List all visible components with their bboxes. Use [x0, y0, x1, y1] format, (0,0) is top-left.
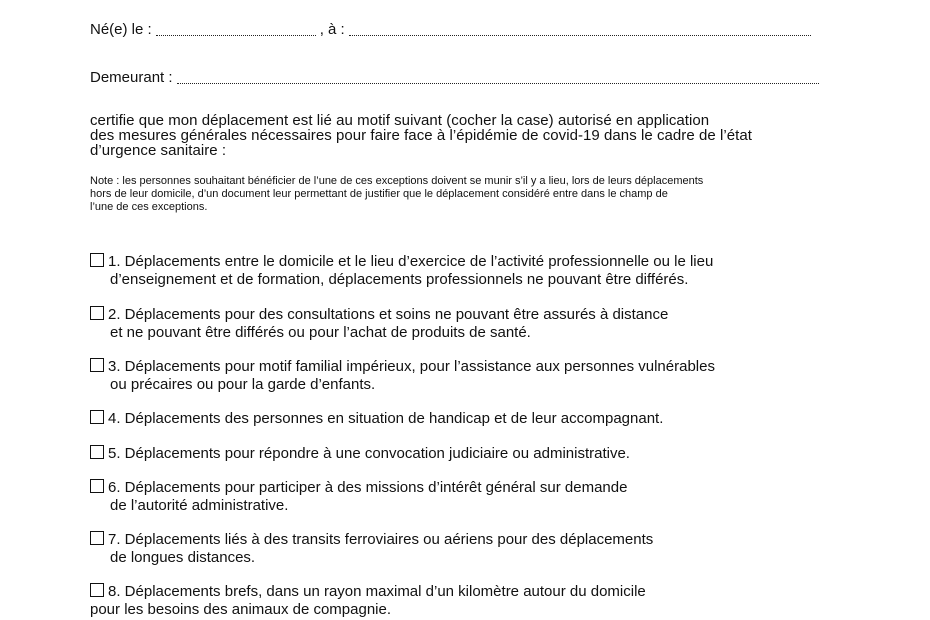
reason-text-continued: et ne pouvant être différés ou pour l’achat de produits de santé.: [110, 324, 531, 341]
reason-text: 8. Déplacements brefs, dans un rayon maximal d’un kilomètre autour du domicile: [108, 583, 646, 600]
reason-text-continued: ou précaires ou pour la garde d’enfants.: [110, 376, 376, 393]
reason-text: 1. Déplacements entre le domicile et le lieu d’exercice de l’activité professionnelle ou le lieu: [108, 253, 714, 270]
reason-text: 4. Déplacements des personnes en situation de handicap et de leur accompagnant.: [108, 410, 664, 427]
residence-label: Demeurant :: [90, 69, 173, 86]
reason-checkbox-6[interactable]: [90, 479, 104, 493]
reason-checkbox-7[interactable]: [90, 531, 104, 545]
reason-checkbox-4[interactable]: [90, 410, 104, 424]
certification-line: certifie que mon déplacement est lié au motif suivant (cocher la case) autorisé en application: [90, 112, 710, 129]
birth-date-field[interactable]: [156, 23, 316, 36]
reason-text-continued: d’enseignement et de formation, déplacements professionnels ne pouvant être différés.: [110, 271, 689, 288]
reason-text-continued: de l’autorité administrative.: [110, 497, 289, 514]
reason-text: 5. Déplacements pour répondre à une convocation judiciaire ou administrative.: [108, 445, 630, 462]
certification-paragraph: [90, 113, 850, 158]
reason-text: 7. Déplacements liés à des transits ferroviaires ou aériens pour des déplacements: [108, 531, 654, 548]
note-line: Note : les personnes souhaitant bénéficier de l’une de ces exceptions doivent se munir s’il y a lieu, lors de leurs déplacements: [90, 175, 704, 187]
reason-option-6: [90, 479, 850, 515]
birth-place-field[interactable]: [349, 23, 811, 36]
reason-option-5: [90, 445, 850, 463]
reason-checkbox-8[interactable]: [90, 583, 104, 597]
reason-checkbox-5[interactable]: [90, 445, 104, 459]
reason-text-continued: pour les besoins des animaux de compagnie.: [90, 601, 392, 618]
reason-text: 2. Déplacements pour des consultations et soins ne pouvant être assurés à distance: [108, 306, 669, 323]
residence-row: [90, 69, 823, 87]
birth-place-label: , à :: [319, 21, 345, 38]
note-paragraph: [90, 175, 850, 214]
certification-line: des mesures générales nécessaires pour faire face à l’épidémie de covid-19 dans le cadre de l’état: [90, 127, 752, 144]
reason-text: 3. Déplacements pour motif familial impérieux, pour l’assistance aux personnes vulnérables: [108, 358, 715, 375]
birth-date-label: Né(e) le :: [90, 21, 152, 38]
reason-text-continued: de longues distances.: [110, 549, 256, 566]
reason-option-2: [90, 306, 850, 342]
reason-option-1: [90, 253, 850, 289]
reason-option-8: [90, 583, 850, 619]
certification-line: d’urgence sanitaire :: [90, 142, 227, 159]
reason-checkbox-2[interactable]: [90, 306, 104, 320]
note-line: l’une de ces exceptions.: [90, 201, 208, 213]
residence-field[interactable]: [177, 71, 819, 84]
reason-checkbox-3[interactable]: [90, 358, 104, 372]
reason-option-4: [90, 410, 850, 428]
reason-text: 6. Déplacements pour participer à des missions d’intérêt général sur demande: [108, 479, 628, 496]
reason-checkbox-1[interactable]: [90, 253, 104, 267]
note-line: hors de leur domicile, d’un document leur permettant de justifier que le déplacement considéré entre dans le champ de: [90, 188, 668, 200]
birth-row: [90, 21, 815, 39]
reason-option-3: [90, 358, 850, 394]
reason-option-7: [90, 531, 850, 567]
